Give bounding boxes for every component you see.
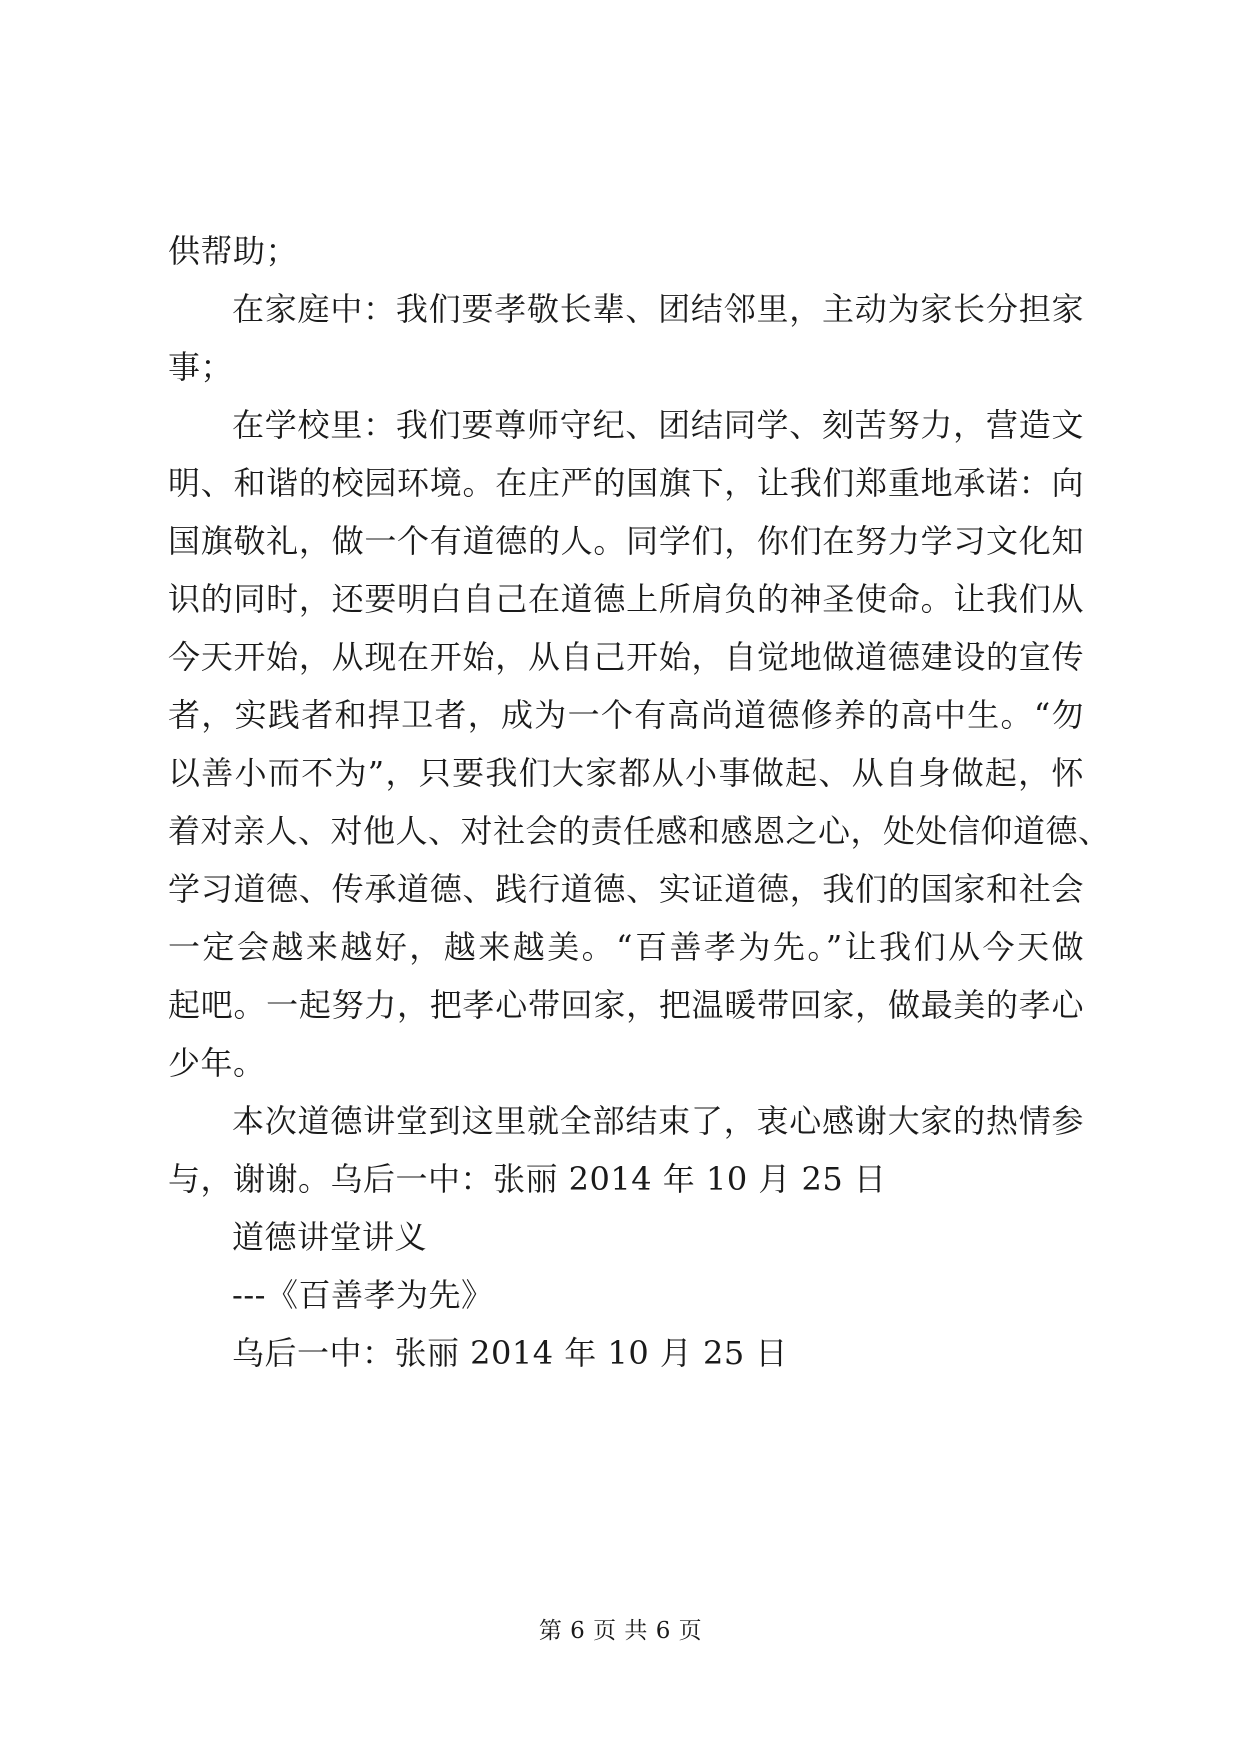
text-line: 少年。: [168, 1044, 266, 1082]
text-line: 在家庭中：我们要孝敬长辈、团结邻里，主动为家长分担家: [232, 290, 1084, 328]
text-line: 供帮助；: [168, 232, 299, 270]
text-line: 本次道德讲堂到这里就全部结束了，衷心感谢大家的热情参: [232, 1102, 1084, 1140]
text-line: 者，实践者和捍卫者，成为一个有高尚道德修养的高中生。“勿: [168, 696, 1084, 734]
text-line: 明、和谐的校园环境。在庄严的国旗下，让我们郑重地承诺：向: [168, 464, 1084, 502]
text-line: 着对亲人、对他人、对社会的责任感和感恩之心，处处信仰道德、: [168, 812, 1111, 850]
text-line: 与，谢谢。乌后一中：张丽 2014 年 10 月 25 日: [168, 1160, 887, 1198]
text-line: 一定会越来越好，越来越美。“百善孝为先。”让我们从今天做: [168, 928, 1084, 966]
text-line: 识的同时，还要明白自己在道德上所肩负的神圣使命。让我们从: [168, 580, 1084, 618]
document-body: [168, 222, 1111, 1382]
text-line: 国旗敬礼，做一个有道德的人。同学们，你们在努力学习文化知: [168, 522, 1084, 560]
text-line: 道德讲堂讲义: [232, 1218, 428, 1256]
text-line: ---《百善孝为先》: [232, 1276, 494, 1314]
page-footer: 第 6 页 共 6 页: [538, 1618, 703, 1644]
text-line: 在学校里：我们要尊师守纪、团结同学、刻苦努力，营造文: [232, 406, 1084, 444]
text-line: 事；: [168, 348, 234, 386]
text-line: 起吧。一起努力，把孝心带回家，把温暖带回家，做最美的孝心: [168, 986, 1084, 1024]
text-line: 以善小而不为”，只要我们大家都从小事做起、从自身做起，怀: [168, 754, 1084, 792]
text-line: 乌后一中：张丽 2014 年 10 月 25 日: [232, 1334, 788, 1372]
text-line: 学习道德、传承道德、践行道德、实证道德，我们的国家和社会: [168, 870, 1084, 908]
text-line: 今天开始，从现在开始，从自己开始，自觉地做道德建设的宣传: [168, 638, 1084, 676]
